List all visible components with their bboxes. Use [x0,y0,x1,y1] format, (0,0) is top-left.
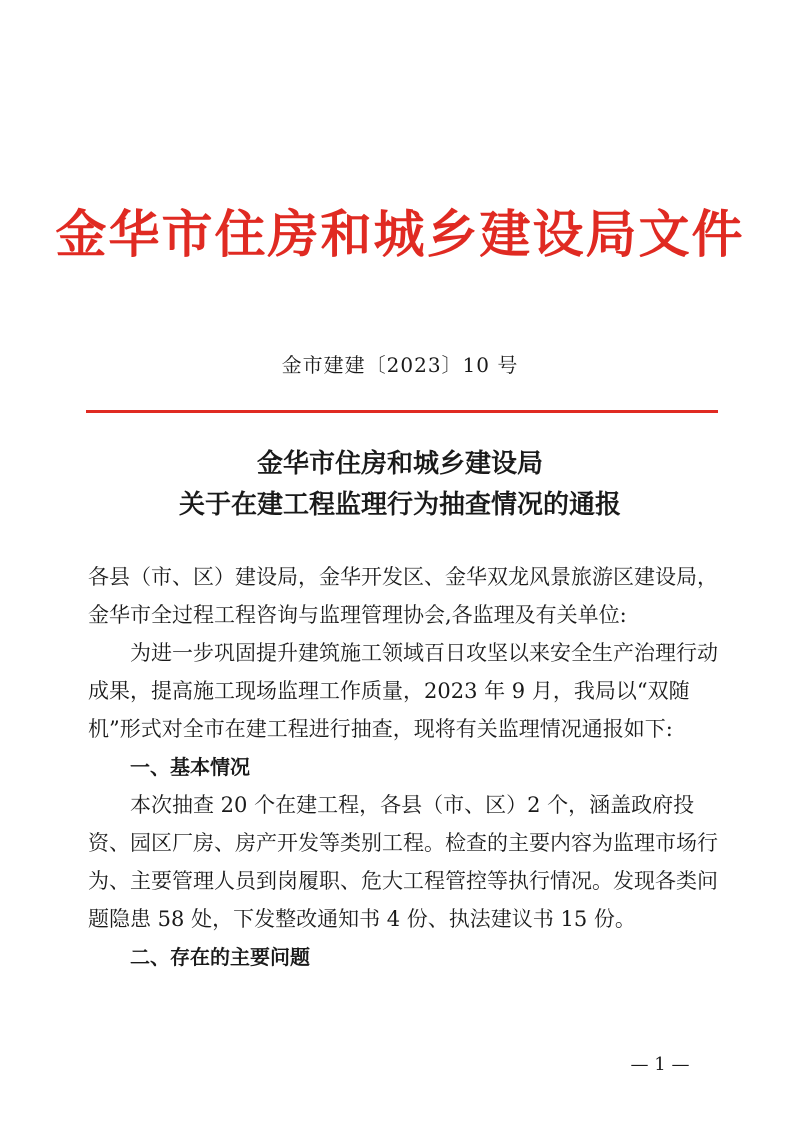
notice-title-line-2: 关于在建工程监理行为抽查情况的通报 [178,490,621,520]
intro-paragraph: 为进一步巩固提升建筑施工领域百日攻坚以来安全生产治理行动成果，提高施工现场监理工作质量，2023 年 9 月，我局以“双随机”形式对全市在建工程进行抽查，现将有关监理情况通报如下: [88,641,718,741]
section-1-paragraph: 本次抽查 20 个在建工程，各县（市、区）2 个，涵盖政府投资、园区厂房、房产开发等类别工程。检查的主要内容为监理市场行为、主要管理人员到岗履职、危大工程管控等执行情况。发现各类问题隐患 58 处，下发整改通知书 4 份、执法建议书 15 份。 [88,793,718,931]
page-number: — 1 — [630,1054,690,1075]
section-1-heading: 一、基本情况 [130,755,250,779]
notice-body [88,558,728,976]
document-number: 金市建建〔2023〕10 号 [281,353,519,377]
masthead-title: 金华市住房和城乡建设局文件 [55,206,745,265]
section-2-heading: 二、存在的主要问题 [130,945,310,969]
red-divider-line [86,410,718,413]
notice-title-line-1: 金华市住房和城乡建设局 [256,449,543,479]
salutation: 各县（市、区）建设局，金华开发区、金华双龙风景旅游区建设局，金华市全过程工程咨询与监理管理协会,各监理及有关单位: [88,565,718,627]
